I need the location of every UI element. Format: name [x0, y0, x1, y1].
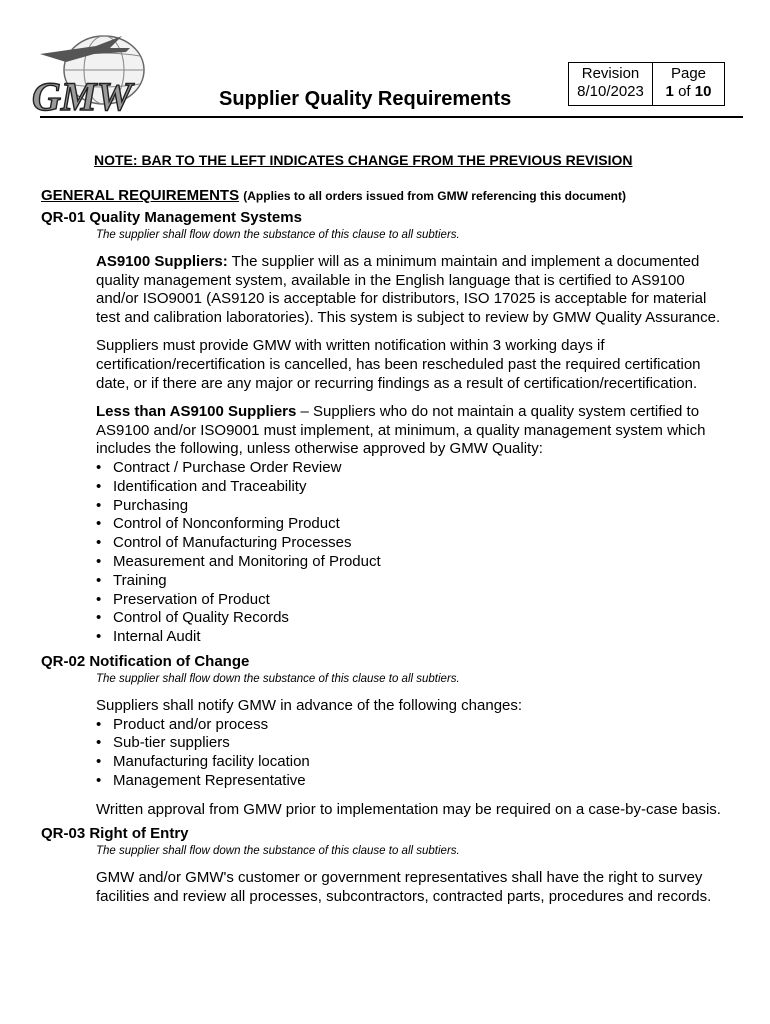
qr01-less-lead: Less than AS9100 Suppliers	[96, 403, 297, 421]
list-item: • Product and/or process	[96, 716, 741, 735]
revision-note: NOTE: BAR TO THE LEFT INDICATES CHANGE FROM THE PREVIOUS REVISION	[94, 152, 633, 168]
list-item: • Internal Audit	[96, 628, 741, 647]
document-body	[41, 186, 741, 906]
page-count	[653, 83, 724, 101]
general-applies-text: (Applies to all orders issued from GMW referencing this document)	[243, 189, 626, 203]
header-divider	[40, 116, 743, 118]
qr01-list	[96, 459, 741, 647]
list-item: • Preservation of Product	[96, 591, 741, 610]
qr03-heading: QR-03 Right of Entry	[41, 825, 189, 843]
qr01-flowdown: The supplier shall flow down the substance of this clause to all subtiers.	[96, 229, 460, 241]
qr02-approval: Written approval from GMW prior to implementation may be required on a case-by-case basis.	[96, 800, 721, 818]
qr01-notify-paragraph: Suppliers must provide GMW with written notification within 3 working days if certification/recertification is cancelled, has been rescheduled past the required certification date, or if there are any major or recurring findings as a result of certification/recertification.	[96, 337, 701, 392]
qr03-flowdown: The supplier shall flow down the substance of this clause to all subtiers.	[96, 845, 460, 858]
list-item: • Contract / Purchase Order Review	[96, 459, 741, 478]
list-item: • Manufacturing facility location	[96, 753, 741, 772]
list-item: • Measurement and Monitoring of Product	[96, 553, 741, 572]
page-cell	[653, 63, 724, 105]
list-item: • Identification and Traceability	[96, 478, 741, 497]
qr01-as9100-text: The supplier will as a minimum maintain and implement a documented quality management system, available in the English language that is certified to AS9100 and/or ISO9001 (AS9120 is acceptable for distributors, ISO 17025 is acceptable for material test and calibration laboratories). This system is subject to review by GMW Quality Assurance.	[96, 253, 721, 326]
list-item: • Control of Nonconforming Product	[96, 515, 741, 534]
revision-date: 8/10/2023	[577, 83, 644, 100]
page-label: Page	[670, 65, 707, 82]
general-heading-text: GENERAL REQUIREMENTS	[41, 187, 240, 204]
list-item: • Control of Quality Records	[96, 609, 741, 628]
revision-cell	[569, 63, 653, 105]
list-item: • Purchasing	[96, 497, 741, 516]
page-number: 1	[665, 83, 674, 100]
document-title: Supplier Quality Requirements	[219, 88, 512, 110]
page-of: of	[678, 83, 691, 100]
general-requirements-heading	[41, 186, 741, 206]
gmw-logo	[26, 32, 156, 118]
list-item: • Training	[96, 572, 741, 591]
qr03-text: GMW and/or GMW's customer or government representatives shall have the right to survey facilities and review all processes, subcontractors, contracted parts, procedures and records.	[96, 869, 712, 905]
qr01-less-text: – Suppliers who do not maintain a quality system certified to AS9100 and/or ISO9001 must implement, at minimum, a quality management system which includes the following, unless otherwise approved by GMW Quality:	[96, 403, 706, 458]
revision-label: Revision	[581, 65, 640, 82]
qr02-heading: QR-02 Notification of Change	[41, 652, 250, 670]
qr01-less-paragraph	[96, 403, 726, 459]
qr02-flowdown: The supplier shall flow down the substance of this clause to all subtiers.	[96, 672, 460, 685]
list-item: • Sub-tier suppliers	[96, 734, 741, 753]
qr01-as9100-paragraph	[96, 253, 726, 327]
page-total: 10	[694, 83, 712, 100]
qr01-heading: QR-01 Quality Management Systems	[41, 209, 302, 226]
qr01-as9100-lead: AS9100 Suppliers:	[96, 253, 228, 270]
qr02-list	[96, 716, 741, 791]
logo-text: GMW	[32, 74, 133, 118]
qr02-intro: Suppliers shall notify GMW in advance of the following changes:	[96, 696, 523, 714]
list-item: • Management Representative	[96, 772, 741, 791]
globe-logo-icon	[26, 32, 156, 118]
list-item: • Control of Manufacturing Processes	[96, 534, 741, 553]
revision-box	[568, 62, 725, 106]
